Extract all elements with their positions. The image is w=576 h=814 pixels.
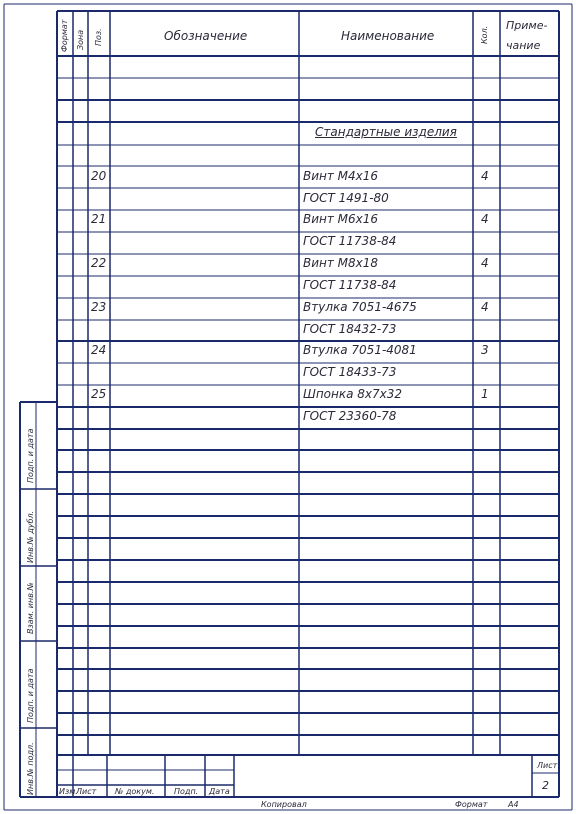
item-name: Винт М4х16: [303, 169, 379, 183]
side-label-orig-inv: Инв.№ подл.: [26, 742, 35, 795]
header-designation: Обозначение: [164, 29, 248, 43]
item-qty: 4: [481, 300, 489, 314]
footer-format-value: А4: [508, 800, 519, 809]
item-standard: ГОСТ 18432-73: [303, 322, 397, 336]
item-name: Втулка 7051-4675: [303, 300, 417, 314]
title-sign: Подп.: [174, 787, 199, 796]
side-label-sign-date-2: Подп. и дата: [26, 668, 35, 723]
item-standard: ГОСТ 18433-73: [303, 365, 397, 379]
item-qty: 4: [481, 212, 489, 226]
item-qty: 4: [481, 169, 489, 183]
title-izm: Изм.: [59, 787, 78, 796]
title-date: Дата: [209, 787, 230, 796]
item-standard: ГОСТ 11738-84: [303, 234, 397, 248]
footer-copied: Копировал: [261, 800, 307, 809]
item-pos: 24: [91, 343, 107, 357]
item-name: Винт М6х16: [303, 212, 379, 226]
item-pos: 23: [91, 300, 107, 314]
item-name: Винт М8х18: [303, 256, 379, 270]
item-standard: ГОСТ 1491-80: [303, 191, 389, 205]
title-sheet-label: Лист: [537, 761, 558, 770]
item-qty: 3: [481, 343, 489, 357]
item-name: Втулка 7051-4081: [303, 343, 417, 357]
item-pos: 21: [91, 212, 107, 226]
item-standard: ГОСТ 23360-78: [303, 409, 397, 423]
header-name: Наименование: [341, 29, 435, 43]
item-pos: 22: [91, 256, 107, 270]
item-qty: 1: [481, 387, 489, 401]
header-zone: Зона: [76, 29, 85, 50]
side-label-replaces-inv: Взам. инв.№: [26, 582, 35, 634]
header-note-line1: Приме-: [506, 19, 548, 32]
title-doc-no: № докум.: [115, 787, 155, 796]
header-qty: Кол.: [480, 25, 489, 44]
side-label-sign-date: Подп. и дата: [26, 428, 35, 483]
section-title: Стандартные изделия: [315, 125, 457, 139]
header-format: Формат: [60, 19, 69, 52]
item-name: Шпонка 8х7х32: [303, 387, 403, 401]
item-pos: 25: [91, 387, 107, 401]
header-pos: Поз.: [94, 28, 103, 46]
title-list: Лист: [76, 787, 97, 796]
side-label-dup-inv: Инв.№ дубл.: [26, 510, 35, 563]
header-note-line2: чание: [506, 39, 541, 52]
item-qty: 4: [481, 256, 489, 270]
item-pos: 20: [91, 169, 107, 183]
title-sheet-number: 2: [542, 779, 549, 792]
item-standard: ГОСТ 11738-84: [303, 278, 397, 292]
footer-format-label: Формат: [455, 800, 488, 809]
